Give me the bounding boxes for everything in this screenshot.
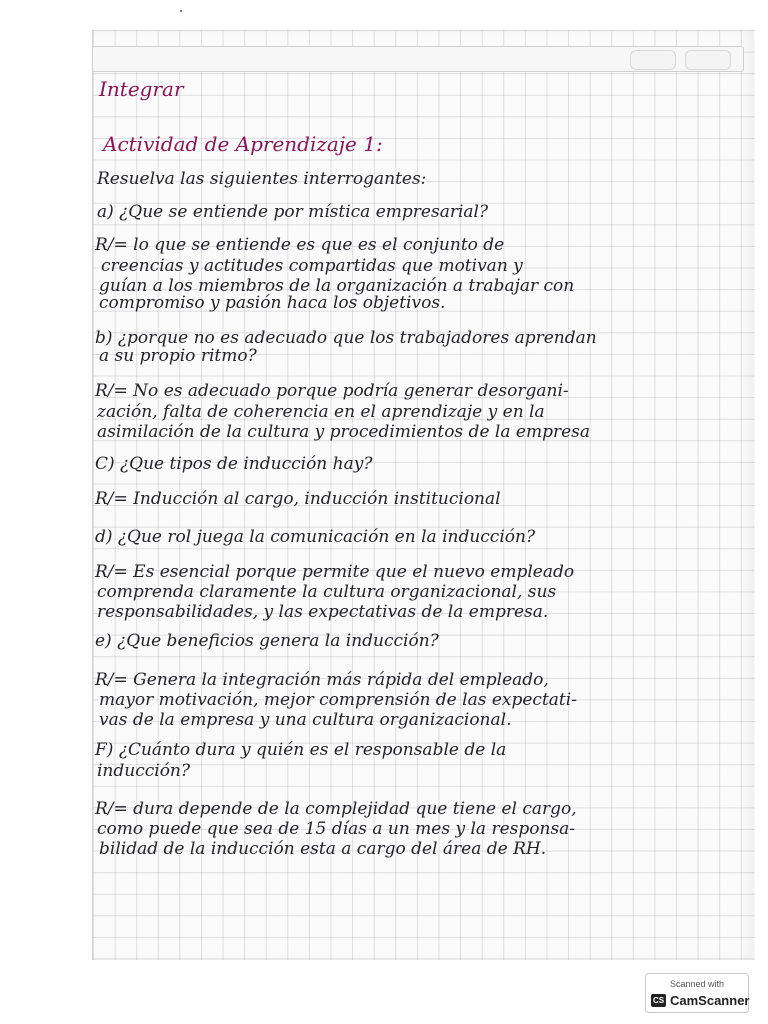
- question-b-line-2: a su propio ritmo?: [99, 346, 257, 366]
- question-f-line-2: inducción?: [97, 761, 190, 781]
- answer-b-line-2: zación, falta de coherencia en el aprendizaje y en la: [97, 402, 545, 422]
- answer-f-line-2: como puede que sea de 15 días a un mes y la responsa-: [97, 819, 576, 839]
- camscanner-name: CamScanner: [670, 993, 750, 1008]
- header-date-box: [685, 50, 731, 70]
- stray-dot: [180, 10, 182, 12]
- answer-c: R/= Inducción al cargo, inducción institucional: [95, 489, 501, 509]
- answer-e-line-1: R/= Genera la integración más rápida del empleado,: [95, 670, 549, 690]
- answer-e-line-3: vas de la empresa y una cultura organizacional.: [99, 710, 512, 730]
- answer-b-line-1: R/= No es adecuado porque podría generar desorgani-: [95, 381, 569, 401]
- answer-a-line-4: compromiso y pasión haca los objetivos.: [99, 293, 446, 313]
- camscanner-badge: [645, 973, 749, 1013]
- line-title: Integrar: [99, 77, 184, 101]
- answer-d-line-2: comprenda claramente la cultura organizacional, sus: [97, 582, 557, 602]
- answer-f-line-3: bilidad de la inducción esta a cargo del área de RH.: [99, 839, 547, 859]
- camscanner-logo-icon: CS: [652, 996, 665, 1005]
- answer-f-line-1: R/= dura depende de la complejidad que tiene el cargo,: [95, 799, 577, 819]
- answer-a-line-2: creencias y actitudes compartidas que motivan y: [101, 256, 523, 276]
- question-a: a) ¿Que se entiende por mística empresarial?: [97, 202, 489, 222]
- scanned-with-label: Scanned with: [669, 979, 725, 989]
- answer-a-line-3: guían a los miembros de la organización a trabajar con: [99, 276, 575, 296]
- answer-a-line-1: R/= lo que se entiende es que es el conjunto de: [95, 235, 505, 255]
- question-c: C) ¿Que tipos de inducción hay?: [95, 454, 373, 474]
- line-instruction: Resuelva las siguientes interrogantes:: [97, 169, 427, 189]
- answer-b-line-3: asimilación de la cultura y procedimientos de la empresa: [97, 422, 590, 442]
- answer-d-line-3: responsabilidades, y las expectativas de la empresa.: [97, 602, 549, 622]
- line-activity-heading: Actividad de Aprendizaje 1:: [103, 132, 383, 156]
- answer-d-line-1: R/= Es esencial porque permite que el nuevo empleado: [95, 562, 575, 582]
- header-date-box: [630, 50, 676, 70]
- notebook-sheet: [92, 30, 755, 960]
- question-b-line-1: b) ¿porque no es adecuado que los trabajadores aprendan: [95, 328, 597, 348]
- question-e: e) ¿Que beneficios genera la inducción?: [95, 631, 439, 651]
- question-f-line-1: F) ¿Cuánto dura y quién es el responsable de la: [95, 740, 507, 760]
- question-d: d) ¿Que rol juega la comunicación en la inducción?: [95, 527, 536, 547]
- answer-e-line-2: mayor motivación, mejor comprensión de las expectati-: [99, 690, 577, 710]
